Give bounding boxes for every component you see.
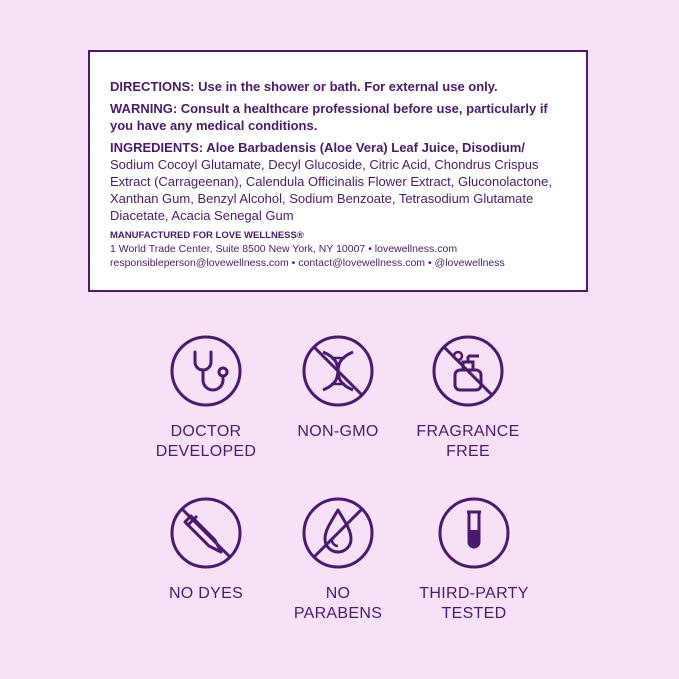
stethoscope-icon xyxy=(169,334,243,408)
badge-label: DOCTOR DEVELOPED xyxy=(155,423,257,460)
badge-label: NO PARABENS xyxy=(293,585,383,622)
badge-label: NO DYES xyxy=(168,585,244,602)
ingredients-title: INGREDIENTS: Aloe Barbadensis (Aloe Vera) Leaf Juice, Disodium/ xyxy=(110,140,525,155)
badge-label: THIRD-PARTY TESTED xyxy=(419,585,529,622)
badge-label: NON-GMO xyxy=(297,423,379,440)
no-drop-icon xyxy=(301,496,375,570)
badge-third-party-tested xyxy=(394,496,554,624)
badge-label: FRAGRANCE FREE xyxy=(416,423,520,460)
manufacturer-title: MANUFACTURED FOR LOVE WELLNESS® xyxy=(110,230,304,241)
perfume-bottle-icon xyxy=(431,334,505,408)
warning-text: WARNING: Consult a healthcare professional before use, particularly if you have any medical conditions. xyxy=(110,101,548,133)
test-tube-icon xyxy=(437,496,511,570)
product-label-panel xyxy=(88,50,588,292)
manufacturer-address: 1 World Trade Center, Suite 8500 New York, NY 10007 • lovewellness.com xyxy=(110,243,458,255)
ingredients-text xyxy=(110,139,566,224)
directions-text: DIRECTIONS: Use in the shower or bath. For external use only. xyxy=(110,79,498,94)
no-dye-dropper-icon xyxy=(169,496,243,570)
manufacturer-contacts: responsibleperson@lovewellness.com • contact@lovewellness.com • @lovewellness xyxy=(110,257,505,269)
ingredients-list: Sodium Cocoyl Glutamate, Decyl Glucoside, Citric Acid, Chondrus Crispus Extract (Carrageenan), Calendula Officinalis Flower Extract, Gluconolactone, Xanthan Gum, Benzyl Alcohol, Sodium Benzoate, Tetrasodium Glutamate Diacetate, Acacia Senegal Gum xyxy=(110,157,552,223)
no-dna-icon xyxy=(301,334,375,408)
badge-fragrance-free xyxy=(388,334,548,462)
